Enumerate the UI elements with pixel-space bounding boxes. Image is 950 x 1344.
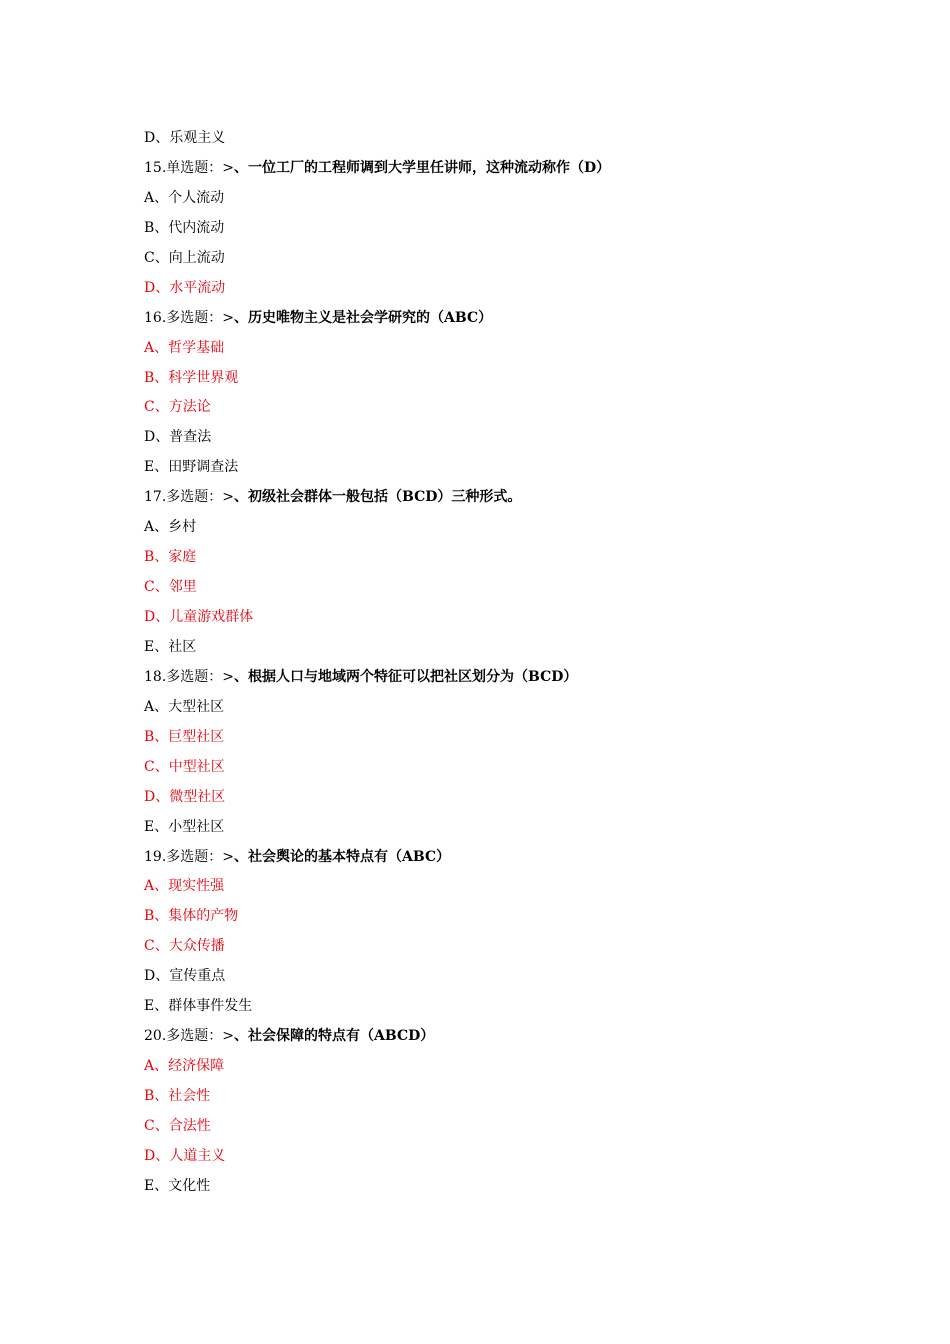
option-correct: B、家庭 xyxy=(144,549,197,566)
option-correct: C、大众传播 xyxy=(144,938,225,955)
option-correct: A、现实性强 xyxy=(144,878,225,895)
option-correct: C、合法性 xyxy=(144,1117,211,1134)
option-correct: D、人道主义 xyxy=(144,1147,226,1164)
question-line xyxy=(144,154,844,184)
option-correct: B、集体的产物 xyxy=(144,908,239,925)
option-correct: B、科学世界观 xyxy=(144,369,239,386)
question-prefix: 18.多选题：> xyxy=(144,668,234,685)
question-list xyxy=(144,124,844,1202)
question-prefix: 16.多选题：> xyxy=(144,309,234,326)
question-prefix: 17.多选题：> xyxy=(144,489,234,506)
question-text: 、初级社会群体一般包括（BCD）三种形式。 xyxy=(234,489,522,506)
option-correct: B、社会性 xyxy=(144,1088,211,1104)
option-correct: D、微型社区 xyxy=(144,788,226,805)
option: E、文化性 xyxy=(144,1177,211,1194)
option: A、大型社区 xyxy=(144,698,225,715)
option: D、普查法 xyxy=(144,429,212,446)
question-prefix: 19.多选题：> xyxy=(144,848,234,865)
option-correct: C、邻里 xyxy=(144,579,197,596)
option-correct: C、中型社区 xyxy=(144,758,225,775)
option-correct: A、经济保障 xyxy=(144,1058,225,1075)
option: D、宣传重点 xyxy=(144,968,226,985)
question-line xyxy=(144,663,844,693)
question-text: 、一位工厂的工程师调到大学里任讲师，这种流动称作（D） xyxy=(234,159,611,176)
option: A、乡村 xyxy=(144,519,197,536)
question-line xyxy=(144,483,844,513)
option: E、群体事件发生 xyxy=(144,998,253,1015)
option: A、个人流动 xyxy=(144,189,225,206)
question-prefix: 15.单选题：> xyxy=(144,159,234,176)
option-correct: D、儿童游戏群体 xyxy=(144,609,254,625)
option: E、田野调查法 xyxy=(144,459,239,476)
option: E、小型社区 xyxy=(144,818,225,835)
option-correct: B、巨型社区 xyxy=(144,728,225,745)
option-correct: A、哲学基础 xyxy=(144,339,225,356)
option-correct: C、方法论 xyxy=(144,399,211,416)
option: C、向上流动 xyxy=(144,249,225,266)
question-text: 、社会舆论的基本特点有（ABC） xyxy=(234,848,451,865)
question-line xyxy=(144,843,844,873)
option: E、社区 xyxy=(144,638,197,655)
option-correct: D、水平流动 xyxy=(144,279,226,296)
question-line xyxy=(144,304,844,334)
question-text: 、根据人口与地域两个特征可以把社区划分为（BCD） xyxy=(234,668,578,685)
question-text: 、社会保障的特点有（ABCD） xyxy=(234,1028,435,1045)
option: B、代内流动 xyxy=(144,219,225,236)
question-text: 、历史唯物主义是社会学研究的（ABC） xyxy=(234,309,493,326)
question-prefix: 20.多选题：> xyxy=(144,1028,234,1045)
option: D、乐观主义 xyxy=(144,130,226,146)
question-line xyxy=(144,1022,844,1052)
